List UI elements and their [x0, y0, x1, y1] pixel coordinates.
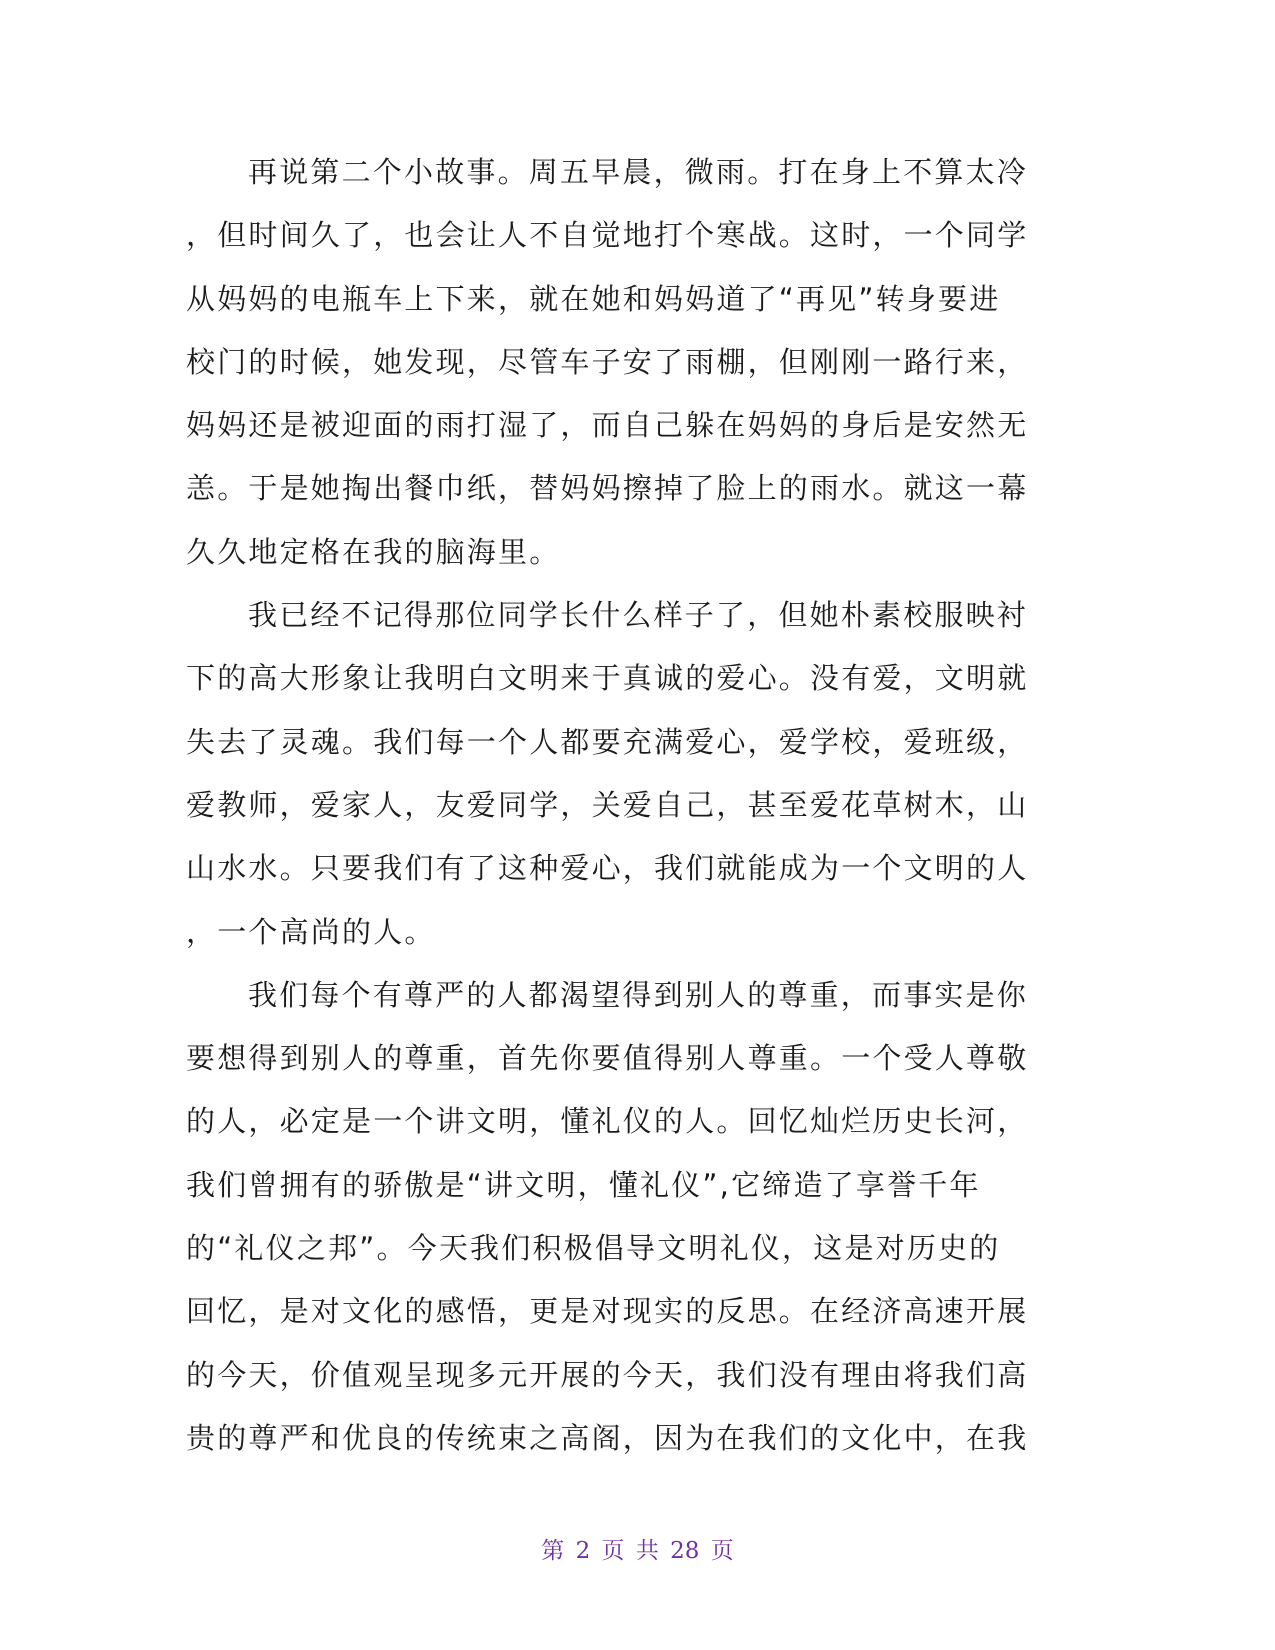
text-line: 的今天，价值观呈现多元开展的今天，我们没有理由将我们高 [186, 1357, 1029, 1392]
text-line: 下的高大形象让我明白文明来于真诚的爱心。没有爱，文明就 [186, 661, 1029, 696]
text-line: 从妈妈的电瓶车上下来，就在她和妈妈道了“再见”转身要进 [186, 281, 1001, 316]
text-line: 的“礼仪之邦”。今天我们积极倡导文明礼仪，这是对历史的 [186, 1231, 1001, 1266]
text-line: 的人，必定是一个讲文明，懂礼仪的人。回忆灿烂历史长河， [186, 1104, 1029, 1139]
text-line: ，一个高尚的人。 [186, 914, 436, 949]
text-line: 失去了灵魂。我们每一个人都要充满爱心，爱学校，爱班级， [186, 724, 1029, 759]
text-line: 再说第二个小故事。周五早晨，微雨。打在身上不算太冷 [248, 155, 1029, 189]
text-line: 回忆，是对文化的感悟，更是对现实的反思。在经济高速开展 [186, 1294, 1029, 1329]
text-line: 要想得到别人的尊重，首先你要值得别人尊重。一个受人尊敬 [186, 1041, 1029, 1076]
text-line: 恙。于是她掏出餐巾纸，替妈妈擦掉了脸上的雨水。就这一幕 [186, 471, 1029, 506]
text-line: 山水水。只要我们有了这种爱心，我们就能成为一个文明的人 [186, 851, 1029, 886]
text-line: 贵的尊严和优良的传统束之高阁，因为在我们的文化中，在我 [186, 1420, 1029, 1455]
text-line: 我已经不记得那位同学长什么样子了，但她朴素校服映衬 [248, 598, 1029, 633]
text-line: 爱教师，爱家人，友爱同学，关爱自己，甚至爱花草树木，山 [186, 787, 1029, 822]
text-line: ，但时间久了，也会让人不自觉地打个寒战。这时，一个同学 [186, 218, 1029, 253]
text-line: 妈妈还是被迎面的雨打湿了，而自己躲在妈妈的身后是安然无 [186, 408, 1029, 443]
text-line: 我们曾拥有的骄傲是“讲文明，懂礼仪”,它缔造了享誉千年 [186, 1167, 981, 1202]
body-text [186, 141, 1086, 1470]
text-line: 我们每个有尊严的人都渴望得到别人的尊重，而事实是你 [248, 977, 1029, 1012]
text-line: 校门的时候，她发现，尽管车子安了雨棚，但刚刚一路行来， [186, 344, 1029, 379]
text-line: 久久地定格在我的脑海里。 [186, 534, 561, 569]
page-number-footer: 第 2 页 共 28 页 [541, 1538, 734, 1564]
